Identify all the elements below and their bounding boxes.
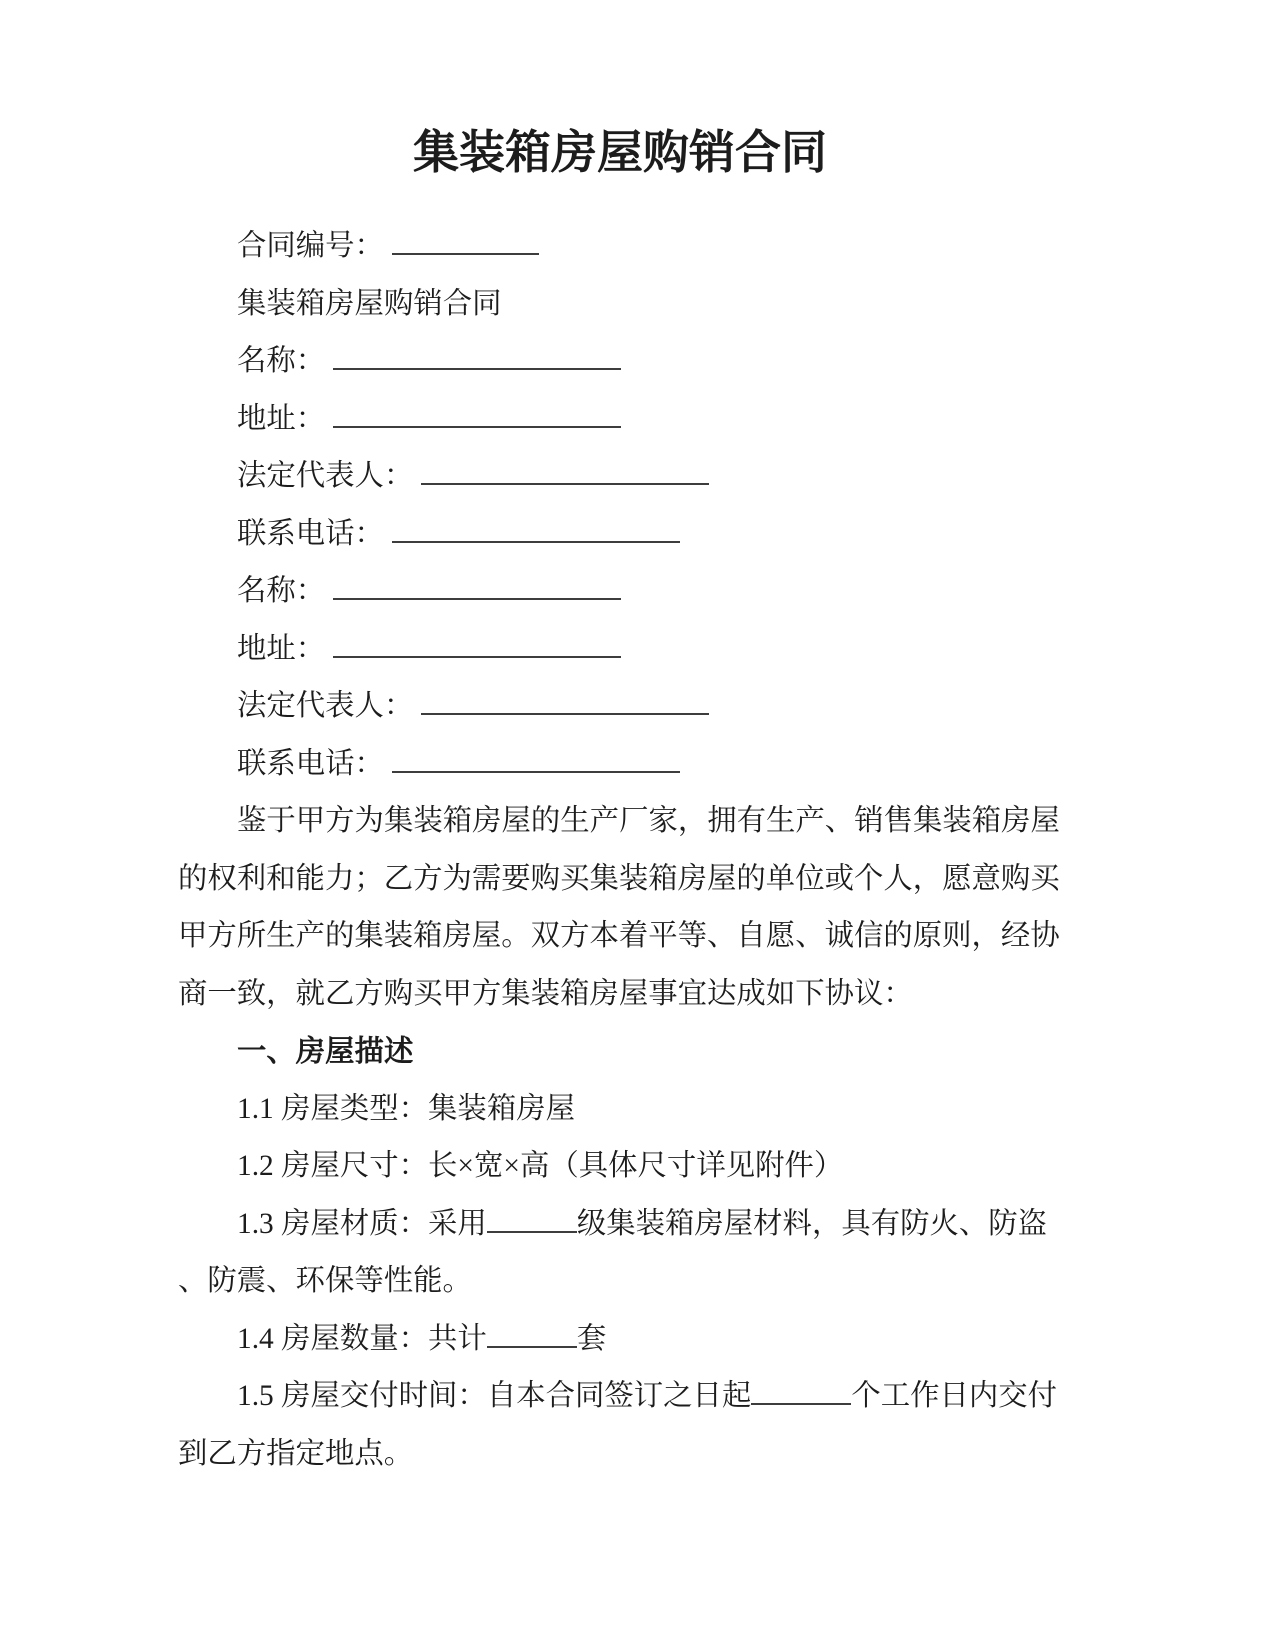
- field-label: 法定代表人：: [237, 460, 414, 492]
- preamble-line-2: 的权利和能力；乙方为需要购买集装箱房屋的单位或个人，愿意购买: [178, 862, 1060, 895]
- item-1-2: 1.2 房屋尺寸：长×宽×高（具体尺寸详见附件）: [237, 1150, 844, 1182]
- field-name-party-a: [178, 333, 1118, 391]
- item-1-3-blank: [487, 1201, 577, 1232]
- field-blank: [333, 339, 621, 370]
- item-1-5-post: 个工作日内交付: [851, 1380, 1058, 1412]
- field-address-party-a: [178, 391, 1118, 449]
- field-phone-party-b: [178, 736, 1118, 794]
- field-blank: [333, 396, 621, 427]
- item-1-3-post: 级集装箱房屋材料，具有防火、防盗: [576, 1207, 1048, 1240]
- field-label: 地址：: [237, 632, 326, 665]
- contract-number-line: [178, 218, 1118, 276]
- field-label: 名称：: [237, 575, 326, 607]
- item-1-4-line: [178, 1311, 1118, 1369]
- item-1-4-post: 套: [576, 1322, 607, 1355]
- field-label: 地址：: [237, 402, 326, 435]
- section-1-heading: 一、房屋描述: [237, 1035, 414, 1068]
- field-label: 法定代表人：: [237, 690, 414, 722]
- item-1-3-pre: 1.3 房屋材质：采用: [237, 1207, 487, 1240]
- field-blank: [421, 684, 709, 715]
- field-legal-representative-party-a: [178, 448, 1118, 506]
- subtitle-text: 集装箱房屋购销合同: [237, 287, 502, 320]
- field-blank: [392, 741, 680, 772]
- preamble-line-1: 鉴于甲方为集装箱房屋的生产厂家，拥有生产、销售集装箱房屋: [237, 805, 1060, 837]
- item-1-5-blank: [751, 1374, 851, 1405]
- document-title: 集装箱房屋购销合同: [413, 127, 827, 178]
- item-1-3-line-1: [178, 1196, 1118, 1254]
- field-legal-representative-party-b: [178, 678, 1118, 736]
- field-blank: [333, 626, 621, 657]
- item-1-5-line-1: [178, 1368, 1118, 1426]
- item-1-5-pre: 1.5 房屋交付时间：自本合同签订之日起: [237, 1380, 752, 1412]
- field-phone-party-a: [178, 506, 1118, 564]
- document-subtitle: [178, 276, 1118, 334]
- contract-number-blank: [392, 224, 539, 255]
- item-1-5-line-2: 到乙方指定地点。: [178, 1437, 414, 1470]
- item-1-3-line-2: 、防震、环保等性能。: [178, 1265, 472, 1297]
- field-label: 联系电话：: [237, 747, 384, 780]
- field-label: 名称：: [237, 345, 326, 377]
- item-1-4-pre: 1.4 房屋数量：共计: [237, 1322, 487, 1355]
- item-1-1: 1.1 房屋类型：集装箱房屋: [237, 1092, 575, 1125]
- preamble-line-3: 甲方所生产的集装箱房屋。双方本着平等、自愿、诚信的原则，经协: [178, 920, 1060, 952]
- contract-number-label: 合同编号：: [237, 230, 384, 262]
- field-blank: [333, 569, 621, 600]
- field-label: 联系电话：: [237, 517, 384, 550]
- field-address-party-b: [178, 621, 1118, 679]
- item-1-4-blank: [487, 1316, 577, 1347]
- preamble-line-4: 商一致，就乙方购买甲方集装箱房屋事宜达成如下协议：: [178, 977, 913, 1010]
- field-name-party-b: [178, 563, 1118, 621]
- field-blank: [421, 454, 709, 485]
- field-blank: [392, 511, 680, 542]
